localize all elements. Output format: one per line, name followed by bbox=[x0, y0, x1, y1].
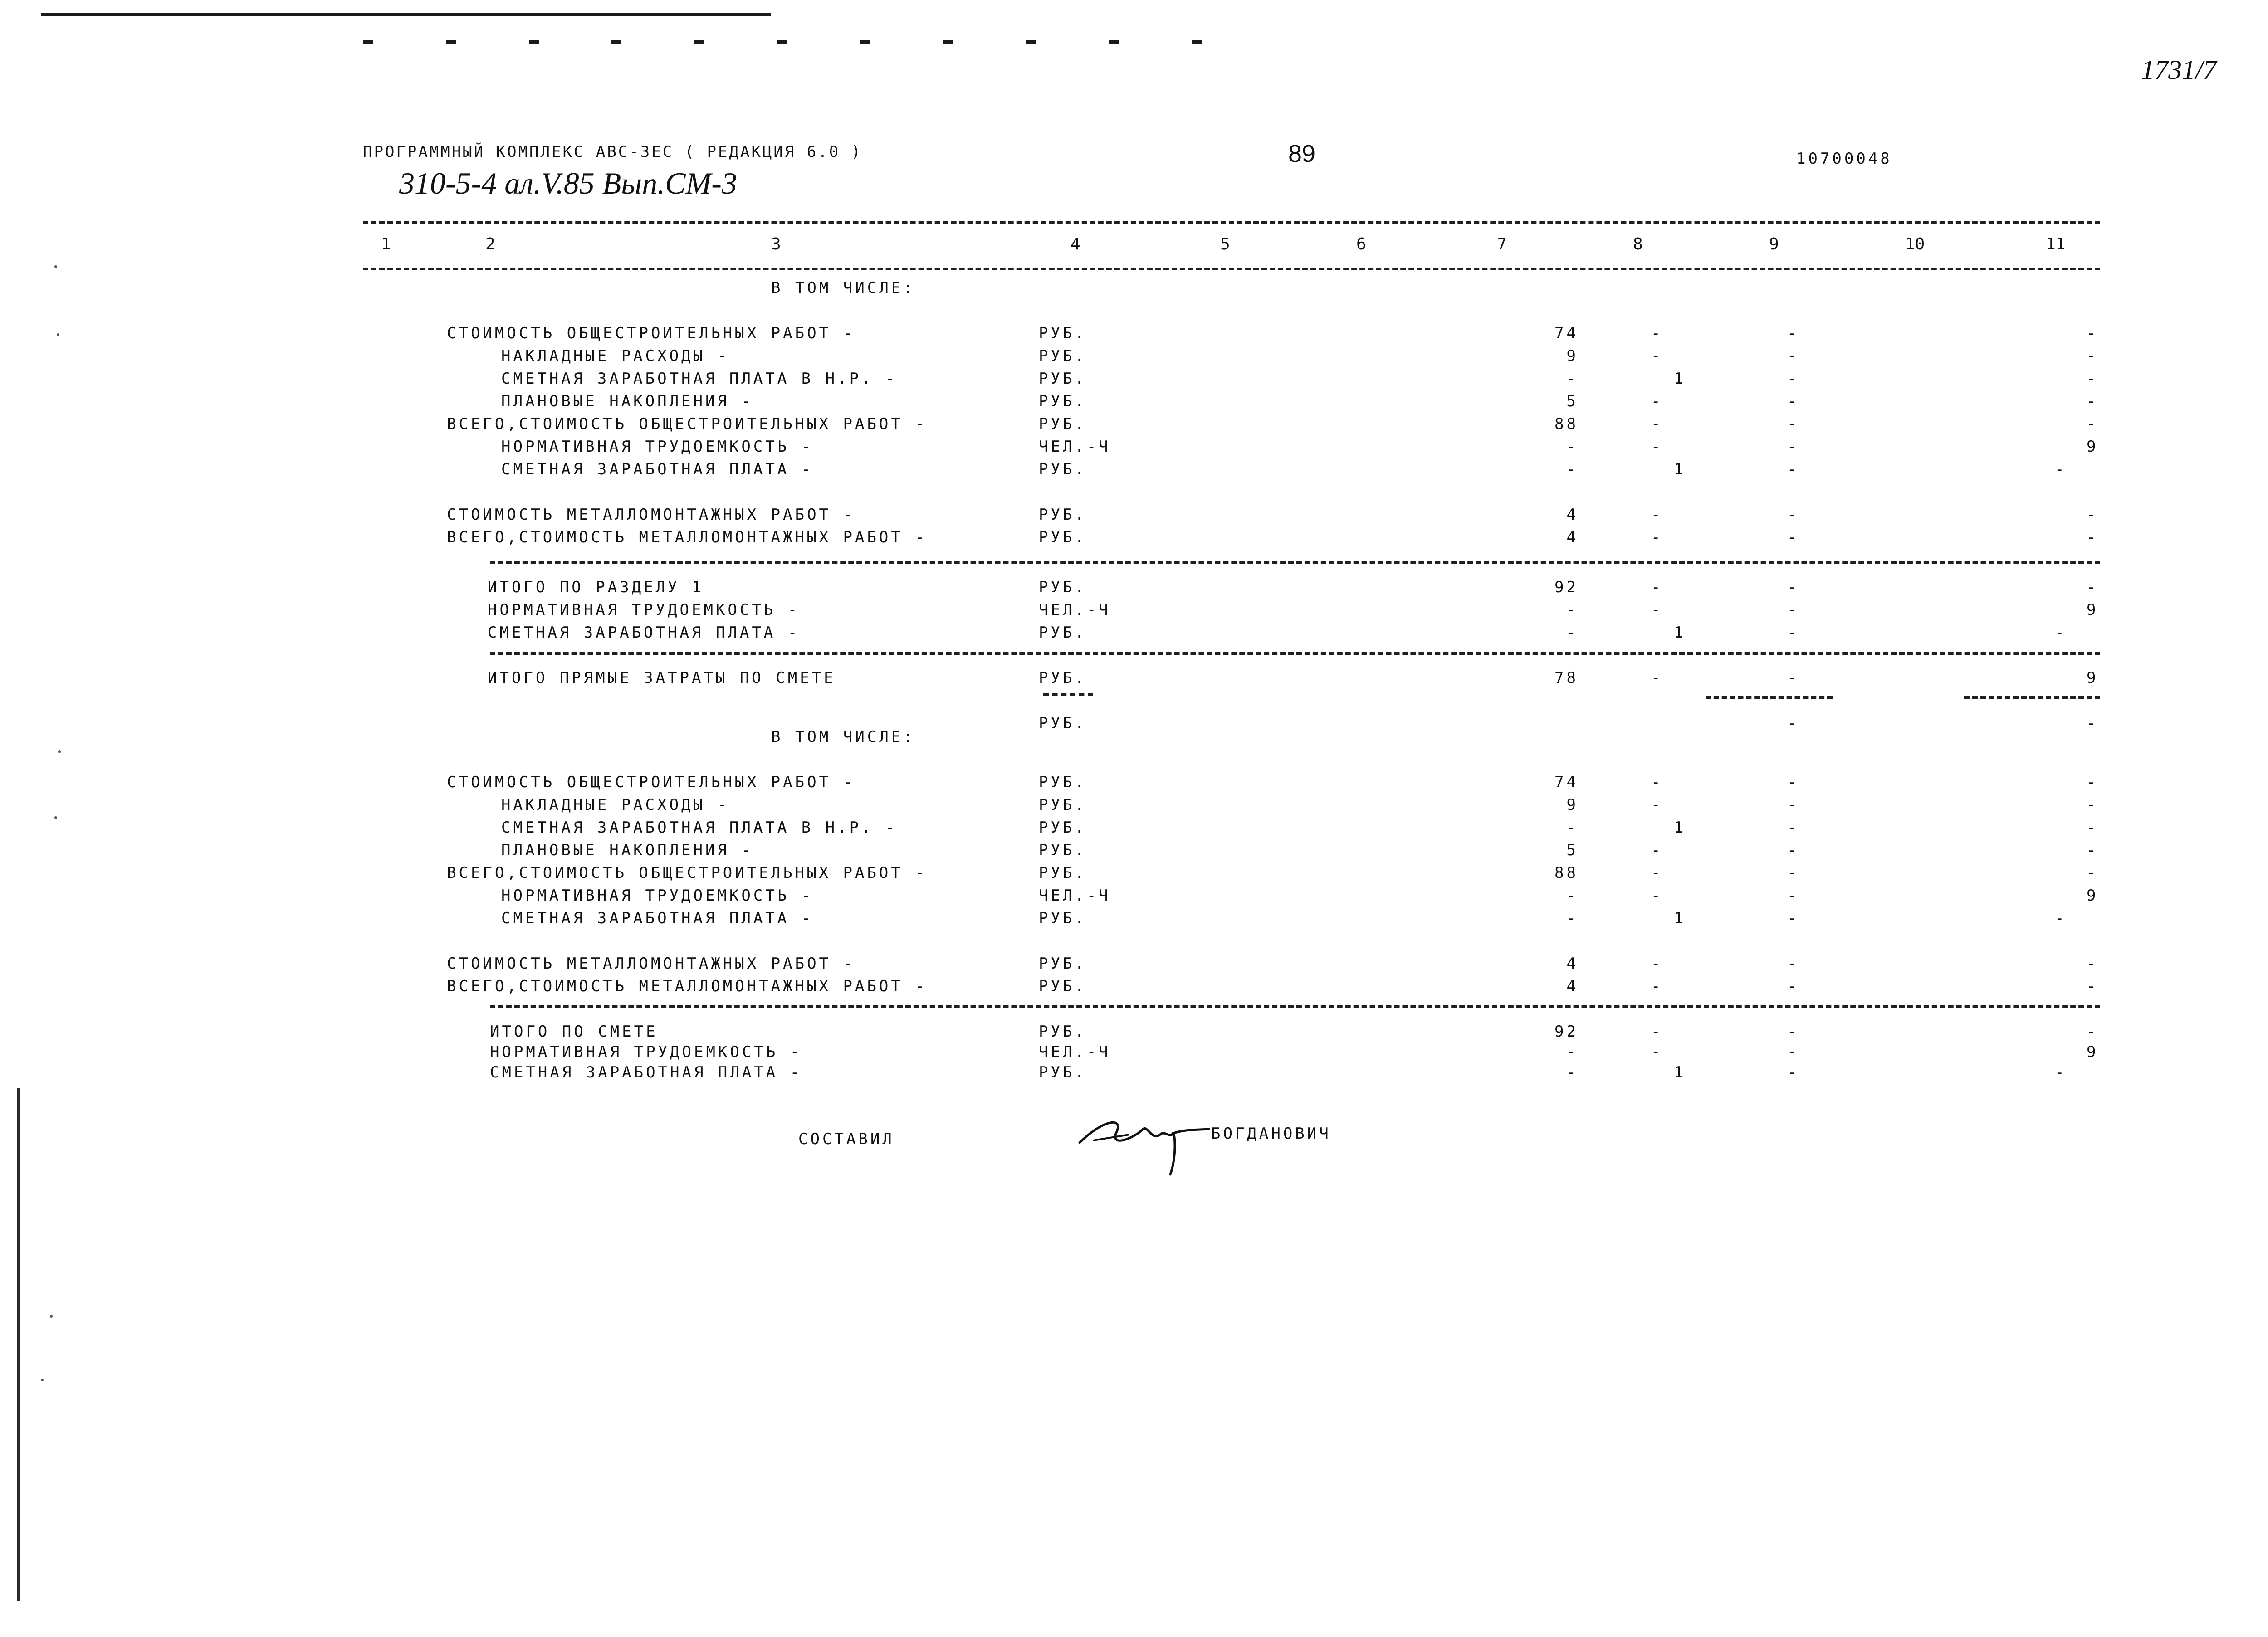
cell-col-9b: - bbox=[1787, 506, 1799, 524]
short-rule bbox=[1706, 696, 1833, 699]
cell-col-11: - bbox=[2087, 324, 2099, 342]
cell-col-11: - bbox=[2087, 506, 2099, 524]
row-label: ИТОГО ПО СМЕТЕ bbox=[490, 1023, 658, 1041]
column-header: 8 bbox=[1633, 235, 1643, 253]
row-label: ИТОГО ПРЯМЫЕ ЗАТРАТЫ ПО СМЕТЕ bbox=[488, 669, 836, 687]
column-header: 5 bbox=[1220, 235, 1230, 253]
cell-col-8: - bbox=[1651, 528, 1663, 546]
cell-col-9: 1 bbox=[1674, 624, 1686, 642]
row-unit: РУБ. bbox=[1039, 460, 1087, 478]
scan-speck bbox=[58, 750, 61, 753]
row-unit: РУБ. bbox=[1039, 528, 1087, 546]
cell-col-7: 4 bbox=[1566, 955, 1579, 973]
row-label: ВСЕГО,СТОИМОСТЬ ОБЩЕСТРОИТЕЛЬНЫХ РАБОТ - bbox=[447, 864, 927, 882]
table-rule bbox=[363, 221, 2100, 224]
cell-col-9b: - bbox=[1787, 864, 1799, 882]
row-label: СТОИМОСТЬ МЕТАЛЛОМОНТАЖНЫХ РАБОТ - bbox=[447, 506, 855, 524]
cell-col-8: - bbox=[1651, 506, 1663, 524]
cell-col-11a: - bbox=[2055, 624, 2067, 642]
cell-col-9b: - bbox=[1787, 773, 1799, 791]
row-label: СТОИМОСТЬ ОБЩЕСТРОИТЕЛЬНЫХ РАБОТ - bbox=[447, 773, 855, 791]
row-unit: РУБ. bbox=[1039, 1063, 1087, 1082]
cell-col-11a: - bbox=[2055, 909, 2067, 927]
column-header: 6 bbox=[1356, 235, 1366, 253]
cell-col-7: 74 bbox=[1554, 324, 1579, 342]
row-unit: РУБ. bbox=[1039, 370, 1087, 388]
row-unit: РУБ. bbox=[1039, 415, 1087, 433]
cell-col-8: - bbox=[1651, 977, 1663, 995]
row-unit: РУБ. bbox=[1039, 714, 1087, 732]
row-label: НОРМАТИВНАЯ ТРУДОЕМКОСТЬ - bbox=[488, 601, 800, 619]
cell-col-7: - bbox=[1566, 370, 1579, 388]
cell-col-9b: - bbox=[1787, 528, 1799, 546]
cell-col-11: - bbox=[2087, 773, 2099, 791]
cell-col-9b: - bbox=[1787, 714, 1799, 732]
cell-col-9b: - bbox=[1787, 909, 1799, 927]
cell-col-11: 9 bbox=[2087, 669, 2099, 687]
cell-col-9b: - bbox=[1787, 624, 1799, 642]
cell-col-8: - bbox=[1651, 415, 1663, 433]
cell-col-7: - bbox=[1566, 460, 1579, 478]
cell-col-11: - bbox=[2087, 578, 2099, 596]
row-label: СМЕТНАЯ ЗАРАБОТНАЯ ПЛАТА - bbox=[501, 460, 814, 478]
cell-col-9: 1 bbox=[1674, 460, 1686, 478]
compiled-by-label: СОСТАВИЛ bbox=[798, 1130, 894, 1148]
cell-col-9b: - bbox=[1787, 796, 1799, 814]
row-unit: РУБ. bbox=[1039, 624, 1087, 642]
scan-speck bbox=[54, 816, 57, 819]
cell-col-9b: - bbox=[1787, 347, 1799, 365]
cell-col-8: - bbox=[1651, 438, 1663, 456]
cell-col-9b: - bbox=[1787, 841, 1799, 859]
cell-col-7: 88 bbox=[1554, 415, 1579, 433]
cell-col-8: - bbox=[1651, 1043, 1663, 1061]
row-label: ВСЕГО,СТОИМОСТЬ МЕТАЛЛОМОНТАЖНЫХ РАБОТ - bbox=[447, 528, 927, 546]
column-header: 10 bbox=[1905, 235, 1925, 253]
cell-col-7: - bbox=[1566, 1063, 1579, 1082]
row-label: СМЕТНАЯ ЗАРАБОТНАЯ ПЛАТА - bbox=[488, 624, 800, 642]
cell-col-11: - bbox=[2087, 841, 2099, 859]
row-unit: РУБ. bbox=[1039, 669, 1087, 687]
cell-col-9b: - bbox=[1787, 818, 1799, 837]
cell-col-7: 92 bbox=[1554, 578, 1579, 596]
cell-col-9b: - bbox=[1787, 977, 1799, 995]
row-unit: ЧЕЛ.-Ч bbox=[1039, 438, 1111, 456]
row-unit: ЧЕЛ.-Ч bbox=[1039, 1043, 1111, 1061]
cell-col-7: 4 bbox=[1566, 977, 1579, 995]
sheet-mark: 1731/7 bbox=[2141, 55, 2217, 85]
row-label: НАКЛАДНЫЕ РАСХОДЫ - bbox=[501, 796, 729, 814]
column-header: 4 bbox=[1070, 235, 1080, 253]
scan-top-rule bbox=[41, 13, 771, 16]
cell-col-11: - bbox=[2087, 370, 2099, 388]
cell-col-9: 1 bbox=[1674, 909, 1686, 927]
signer-name: БОГДАНОВИЧ bbox=[1211, 1125, 1331, 1143]
cell-col-11: 9 bbox=[2087, 438, 2099, 456]
cell-col-7: - bbox=[1566, 438, 1579, 456]
row-label: ВСЕГО,СТОИМОСТЬ ОБЩЕСТРОИТЕЛЬНЫХ РАБОТ - bbox=[447, 415, 927, 433]
column-header: 7 bbox=[1497, 235, 1507, 253]
row-unit: ЧЕЛ.-Ч bbox=[1039, 887, 1111, 905]
row-label: ИТОГО ПО РАЗДЕЛУ 1 bbox=[488, 578, 704, 596]
row-unit: РУБ. bbox=[1039, 796, 1087, 814]
column-header: 1 bbox=[381, 235, 391, 253]
cell-col-7: 4 bbox=[1566, 528, 1579, 546]
cell-col-7: 5 bbox=[1566, 841, 1579, 859]
cell-col-8: - bbox=[1651, 392, 1663, 410]
cell-col-7: 78 bbox=[1554, 669, 1579, 687]
cell-col-7: 92 bbox=[1554, 1023, 1579, 1041]
cell-col-11: - bbox=[2087, 528, 2099, 546]
row-label: СТОИМОСТЬ МЕТАЛЛОМОНТАЖНЫХ РАБОТ - bbox=[447, 955, 855, 973]
page-number: 89 bbox=[1288, 140, 1316, 167]
row-label: СМЕТНАЯ ЗАРАБОТНАЯ ПЛАТА В Н.Р. - bbox=[501, 370, 898, 388]
cell-col-8: - bbox=[1651, 955, 1663, 973]
cell-col-8: - bbox=[1651, 1023, 1663, 1041]
cell-col-11: - bbox=[2087, 818, 2099, 837]
row-label: ПЛАНОВЫЕ НАКОПЛЕНИЯ - bbox=[501, 392, 753, 410]
cell-col-8: - bbox=[1651, 887, 1663, 905]
cell-col-8: - bbox=[1651, 669, 1663, 687]
cell-col-8: - bbox=[1651, 324, 1663, 342]
row-unit: РУБ. bbox=[1039, 578, 1087, 596]
row-label: СТОИМОСТЬ ОБЩЕСТРОИТЕЛЬНЫХ РАБОТ - bbox=[447, 324, 855, 342]
row-label: СМЕТНАЯ ЗАРАБОТНАЯ ПЛАТА В Н.Р. - bbox=[501, 818, 898, 837]
cell-col-9b: - bbox=[1787, 460, 1799, 478]
row-unit: РУБ. bbox=[1039, 977, 1087, 995]
signature-image bbox=[1075, 1106, 1211, 1179]
cell-col-11: 9 bbox=[2087, 1043, 2099, 1061]
cell-col-9b: - bbox=[1787, 601, 1799, 619]
cell-col-8: - bbox=[1651, 601, 1663, 619]
scan-speck bbox=[41, 1379, 44, 1381]
cell-col-11a: - bbox=[2055, 460, 2067, 478]
row-label: ПЛАНОВЫЕ НАКОПЛЕНИЯ - bbox=[501, 841, 753, 859]
cell-col-11: 9 bbox=[2087, 887, 2099, 905]
cell-col-7: - bbox=[1566, 601, 1579, 619]
row-unit: РУБ. bbox=[1039, 909, 1087, 927]
cell-col-8: - bbox=[1651, 864, 1663, 882]
scan-speck bbox=[54, 265, 57, 268]
cell-col-11: - bbox=[2087, 1023, 2099, 1041]
row-label: НОРМАТИВНАЯ ТРУДОЕМКОСТЬ - bbox=[501, 438, 814, 456]
cell-col-11: - bbox=[2087, 415, 2099, 433]
row-label: СМЕТНАЯ ЗАРАБОТНАЯ ПЛАТА - bbox=[490, 1063, 802, 1082]
table-rule bbox=[490, 1005, 2100, 1008]
cell-col-8: - bbox=[1651, 841, 1663, 859]
scan-dash-row bbox=[363, 40, 1202, 44]
row-unit: РУБ. bbox=[1039, 818, 1087, 837]
cell-col-9b: - bbox=[1787, 578, 1799, 596]
program-title: ПРОГРАММНЫЙ КОМПЛЕКС АВС-3ЕС ( РЕДАКЦИЯ 6.0 ) bbox=[363, 143, 863, 161]
row-unit: РУБ. bbox=[1039, 841, 1087, 859]
handwritten-code: 310-5-4 ал.V.85 Вып.СМ-3 bbox=[399, 166, 737, 200]
short-rule bbox=[1964, 696, 2100, 699]
cell-col-7: - bbox=[1566, 1043, 1579, 1061]
column-header: 2 bbox=[485, 235, 495, 253]
row-unit: РУБ. bbox=[1039, 864, 1087, 882]
column-header: 9 bbox=[1769, 235, 1779, 253]
row-unit: РУБ. bbox=[1039, 1023, 1087, 1041]
table-rule bbox=[490, 561, 2100, 564]
cell-col-11a: - bbox=[2055, 1063, 2067, 1082]
row-label: НАКЛАДНЫЕ РАСХОДЫ - bbox=[501, 347, 729, 365]
cell-col-11: 9 bbox=[2087, 601, 2099, 619]
cell-col-7: - bbox=[1566, 624, 1579, 642]
cell-col-7: - bbox=[1566, 887, 1579, 905]
cell-col-11: - bbox=[2087, 955, 2099, 973]
cell-col-7: 88 bbox=[1554, 864, 1579, 882]
cell-col-11: - bbox=[2087, 864, 2099, 882]
cell-col-8: - bbox=[1651, 578, 1663, 596]
cell-col-9b: - bbox=[1787, 1043, 1799, 1061]
cell-col-11: - bbox=[2087, 977, 2099, 995]
cell-col-7: 4 bbox=[1566, 506, 1579, 524]
row-unit: РУБ. bbox=[1039, 347, 1087, 365]
row-unit: РУБ. bbox=[1039, 324, 1087, 342]
cell-col-9b: - bbox=[1787, 392, 1799, 410]
cell-col-7: - bbox=[1566, 818, 1579, 837]
cell-col-7: 9 bbox=[1566, 796, 1579, 814]
cell-col-9b: - bbox=[1787, 415, 1799, 433]
row-unit: РУБ. bbox=[1039, 392, 1087, 410]
cell-col-8: - bbox=[1651, 796, 1663, 814]
cell-col-8: - bbox=[1651, 347, 1663, 365]
row-unit: ЧЕЛ.-Ч bbox=[1039, 601, 1111, 619]
cell-col-7: - bbox=[1566, 909, 1579, 927]
cell-col-9b: - bbox=[1787, 887, 1799, 905]
row-unit: РУБ. bbox=[1039, 955, 1087, 973]
row-label: НОРМАТИВНАЯ ТРУДОЕМКОСТЬ - bbox=[501, 887, 814, 905]
cell-col-11: - bbox=[2087, 714, 2099, 732]
short-rule bbox=[1043, 693, 1093, 696]
cell-col-11: - bbox=[2087, 392, 2099, 410]
cell-col-7: 74 bbox=[1554, 773, 1579, 791]
scan-speck bbox=[57, 333, 59, 336]
cell-col-9b: - bbox=[1787, 955, 1799, 973]
cell-col-8: - bbox=[1651, 773, 1663, 791]
cell-col-11: - bbox=[2087, 796, 2099, 814]
row-unit: РУБ. bbox=[1039, 773, 1087, 791]
cell-col-9b: - bbox=[1787, 438, 1799, 456]
column-header: 11 bbox=[2046, 235, 2066, 253]
cell-col-9b: - bbox=[1787, 370, 1799, 388]
row-unit: РУБ. bbox=[1039, 506, 1087, 524]
cell-col-9: 1 bbox=[1674, 370, 1686, 388]
row-label: НОРМАТИВНАЯ ТРУДОЕМКОСТЬ - bbox=[490, 1043, 802, 1061]
row-label: СМЕТНАЯ ЗАРАБОТНАЯ ПЛАТА - bbox=[501, 909, 814, 927]
scan-left-rule bbox=[17, 1088, 20, 1601]
column-header-row bbox=[363, 235, 2100, 258]
cell-col-7: 9 bbox=[1566, 347, 1579, 365]
cell-col-9: 1 bbox=[1674, 818, 1686, 837]
cell-col-9b: - bbox=[1787, 1063, 1799, 1082]
cell-col-9b: - bbox=[1787, 1023, 1799, 1041]
cell-col-9b: - bbox=[1787, 669, 1799, 687]
cell-col-7: 5 bbox=[1566, 392, 1579, 410]
table-rule bbox=[363, 268, 2100, 270]
row-label: ВСЕГО,СТОИМОСТЬ МЕТАЛЛОМОНТАЖНЫХ РАБОТ - bbox=[447, 977, 927, 995]
document-id: 10700048 bbox=[1796, 150, 1892, 168]
cell-col-11: - bbox=[2087, 347, 2099, 365]
column-header: 3 bbox=[771, 235, 781, 253]
cell-col-9b: - bbox=[1787, 324, 1799, 342]
scan-speck bbox=[50, 1315, 53, 1318]
cell-col-9: 1 bbox=[1674, 1063, 1686, 1082]
table-rule bbox=[490, 652, 2100, 655]
